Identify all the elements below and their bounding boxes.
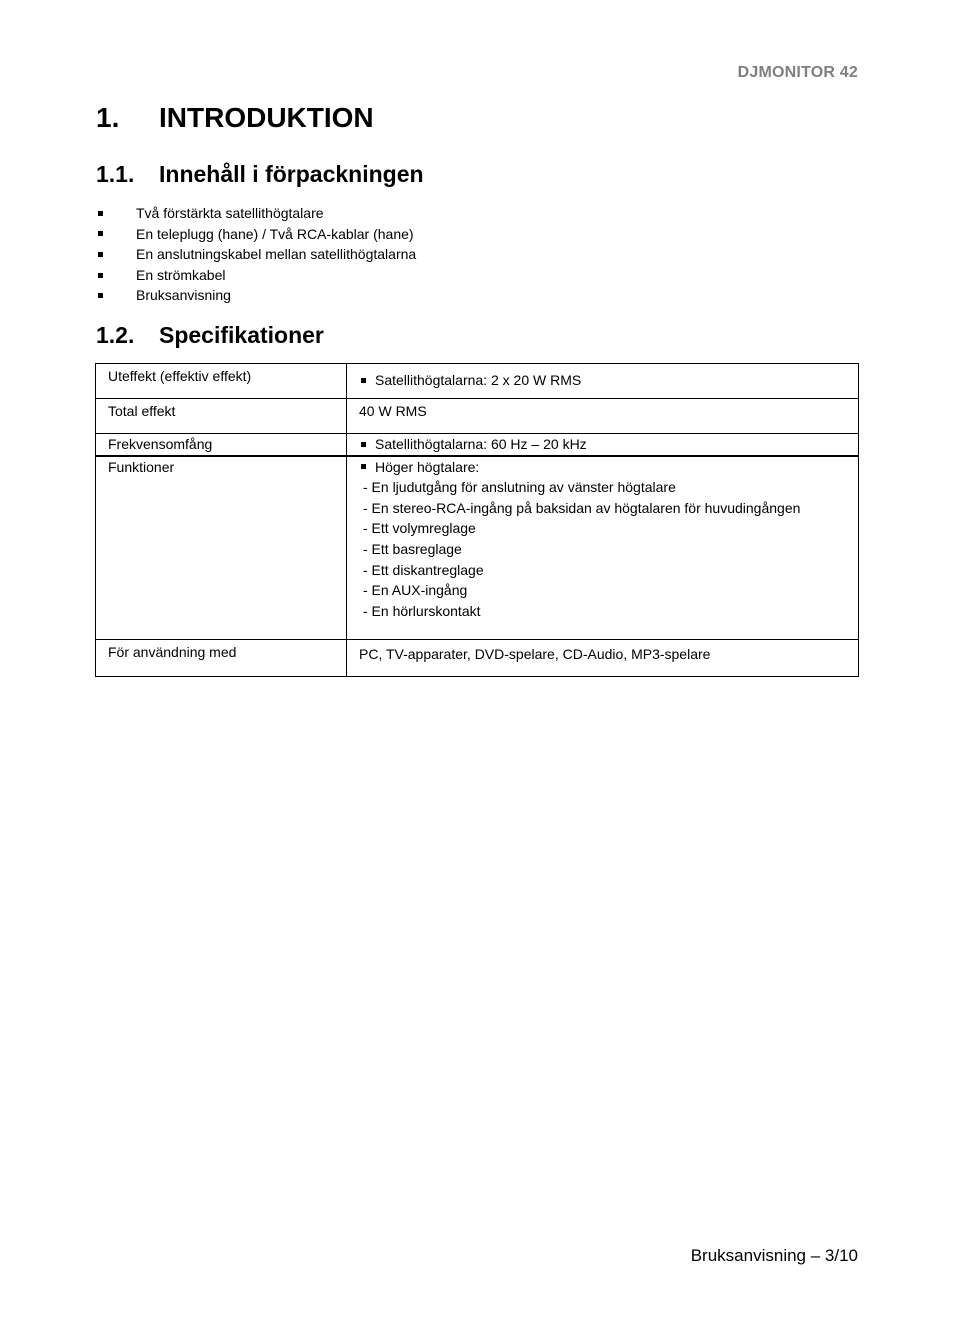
bullet-icon <box>98 293 103 298</box>
table-row <box>96 434 859 456</box>
bullet-icon <box>98 211 103 216</box>
bullet-icon <box>361 378 366 383</box>
table-row <box>96 399 859 434</box>
list-item: En teleplugg (hane) / Två RCA-kablar (hane) <box>96 224 416 245</box>
specifications-table <box>95 363 859 677</box>
section-heading-introduktion <box>96 100 374 136</box>
table-row <box>96 364 859 399</box>
page-footer: Bruksanvisning – 3/10 <box>690 1246 858 1265</box>
spec-label: För användning med <box>96 640 347 677</box>
feature-line: - Ett volymreglage <box>363 520 476 537</box>
spec-value: Höger högtalare: - En ljudutgång för anslutning av vänster högtalare - En stereo-RCA-ingång på baksidan av högtalaren för huvudingången - Ett volymreglage - Ett basreglage - Ett diskantreglage - En AUX-ingång - En hörlurskontakt <box>347 456 859 640</box>
feature-line: - En hörlurskontakt <box>363 602 481 619</box>
document-header: DJMONITOR 42 <box>737 64 858 81</box>
section-title: INTRODUKTION <box>159 102 374 133</box>
list-item: Två förstärkta satellithögtalare <box>96 203 416 224</box>
spec-value: Satellithögtalarna: 60 Hz – 20 kHz <box>347 434 859 456</box>
subsection-heading-specifications <box>96 320 324 350</box>
list-item: En anslutningskabel mellan satellithögtalarna <box>96 244 416 265</box>
subsection-number: 1.2. <box>96 322 135 348</box>
spec-label: Frekvensomfång <box>96 434 347 456</box>
bullet-icon <box>98 273 103 278</box>
section-number: 1. <box>96 102 120 133</box>
subsection-number: 1.1. <box>96 161 135 187</box>
table-row <box>96 640 859 677</box>
subsection-heading-package-contents <box>96 159 424 189</box>
list-item: En strömkabel <box>96 265 416 286</box>
subsection-title: Specifikationer <box>159 322 324 348</box>
bullet-icon <box>98 231 103 236</box>
spec-label: Uteffekt (effektiv effekt) <box>96 364 347 399</box>
feature-line: - En ljudutgång för anslutning av vänster högtalare <box>363 479 676 496</box>
spec-label: Funktioner <box>96 456 347 640</box>
bullet-icon <box>361 442 366 447</box>
subsection-title: Innehåll i förpackningen <box>159 161 424 187</box>
table-row <box>96 456 859 640</box>
feature-line: - Ett basreglage <box>363 540 462 557</box>
feature-line: - Ett diskantreglage <box>363 561 484 578</box>
spec-label: Total effekt <box>96 399 347 434</box>
list-item: Bruksanvisning <box>96 285 416 306</box>
spec-value: Satellithögtalarna: 2 x 20 W RMS <box>347 364 859 399</box>
spec-value: 40 W RMS <box>347 399 859 434</box>
spec-value: PC, TV-apparater, DVD-spelare, CD-Audio, MP3-spelare <box>347 640 859 677</box>
feature-line: - En stereo-RCA-ingång på baksidan av högtalaren för huvudingången <box>363 499 801 516</box>
bullet-icon <box>98 252 103 257</box>
package-contents-list <box>96 203 416 306</box>
bullet-icon <box>361 464 366 469</box>
feature-line: - En AUX-ingång <box>363 582 468 599</box>
